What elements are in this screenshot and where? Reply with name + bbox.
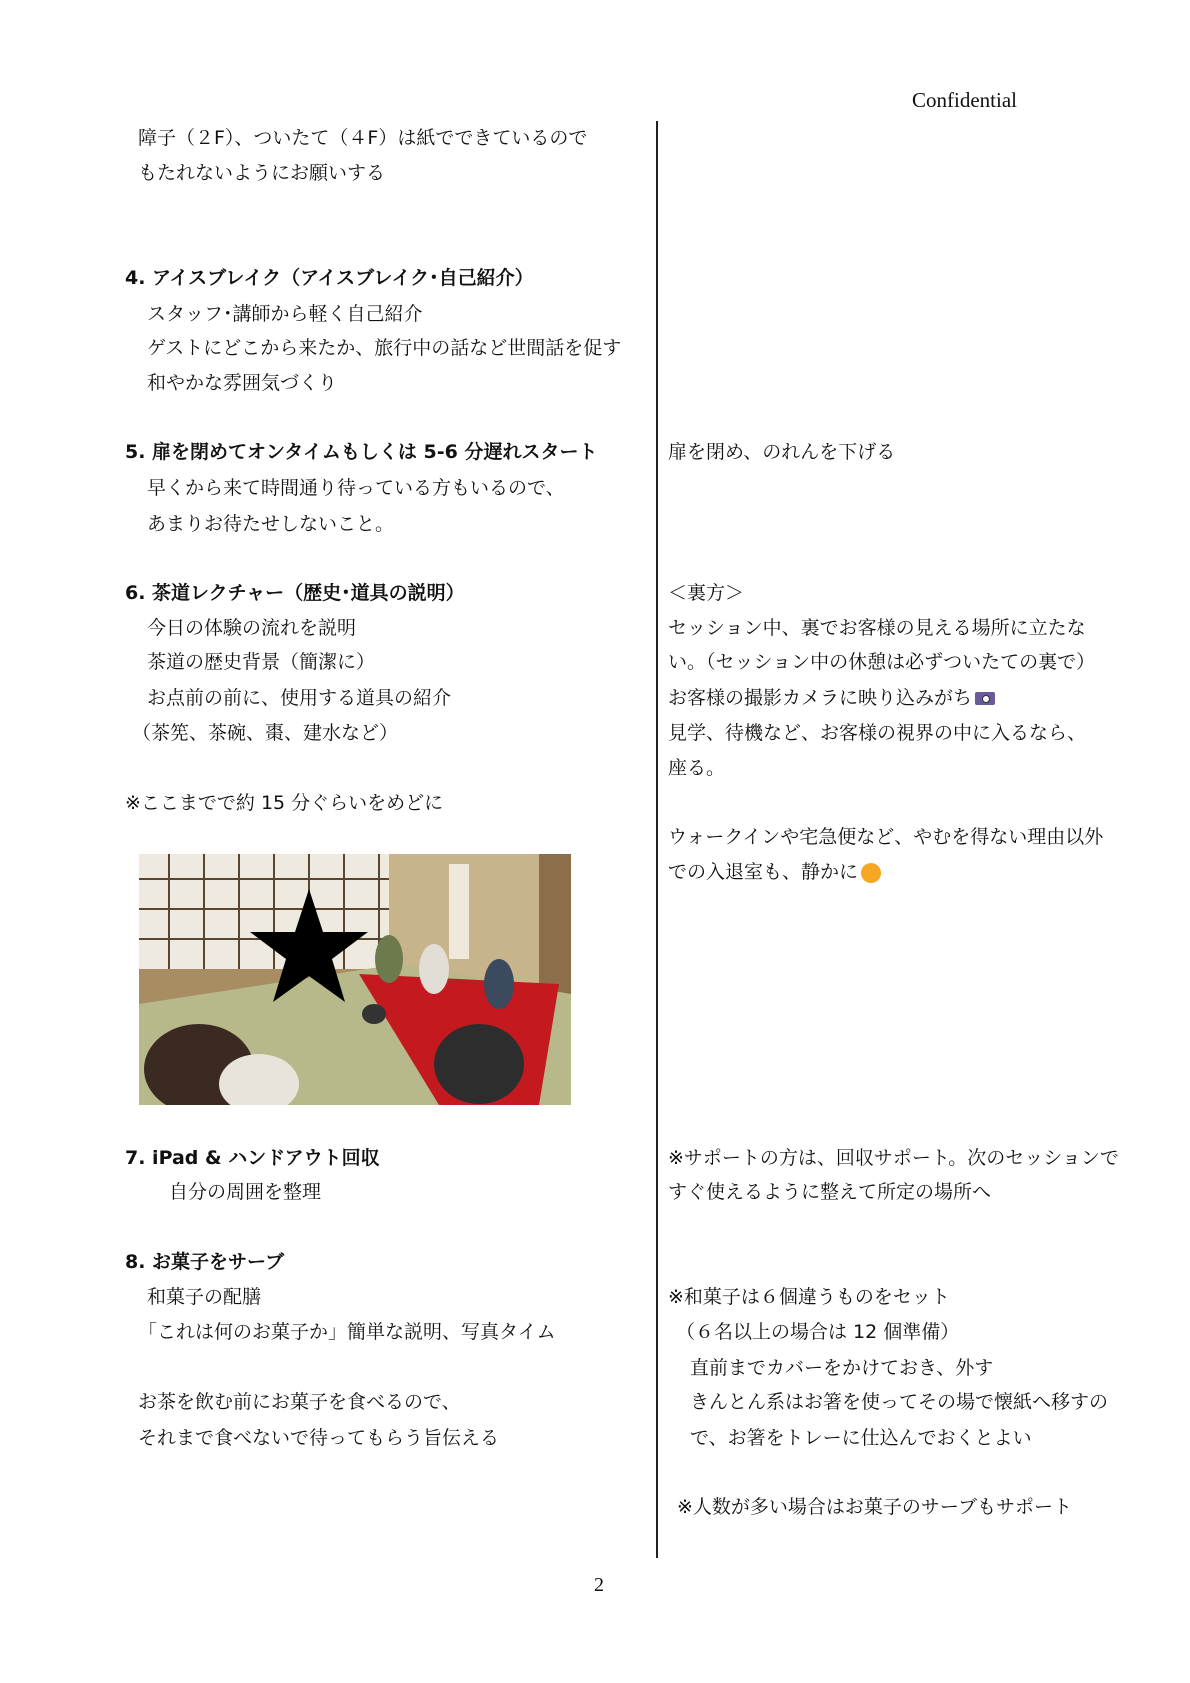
- confidential-label: Confidential: [912, 88, 1017, 112]
- section-6-heading: 6. 茶道レクチャー（歴史･道具の説明）: [125, 582, 465, 604]
- section-4-line: スタッフ･講師から軽く自己紹介: [147, 303, 423, 325]
- section-8-note: 直前までカバーをかけておき、外す: [690, 1357, 994, 1379]
- section-8-line: 和菓子の配膳: [147, 1286, 262, 1308]
- camera-icon: [975, 692, 995, 705]
- section-6-line: 今日の体験の流れを説明: [147, 617, 357, 639]
- page-number: 2: [594, 1574, 604, 1596]
- backstage-line: ウォークインや宅急便など、やむを得ない理由以外: [668, 826, 1104, 848]
- section-5-line: あまりお待たせしないこと。: [147, 513, 395, 535]
- section-5-note: 扉を閉め、のれんを下げる: [668, 441, 896, 463]
- section-5-heading: 5. 扉を閉めてオンタイムもしくは 5-6 分遅れスタート: [125, 441, 598, 463]
- column-divider: [656, 121, 658, 1558]
- backstage-heading: ＜裏方＞: [668, 582, 745, 604]
- section-6-line: 茶道の歴史背景（簡潔に）: [147, 651, 376, 673]
- tea-ceremony-photo: [139, 854, 571, 1105]
- shushing-face-icon: [861, 863, 881, 883]
- section-6-line: （茶筅、茶碗、棗、建水など）: [132, 722, 399, 744]
- section-5-line: 早くから来て時間通り待っている方もいるので、: [147, 477, 565, 499]
- backstage-line: での入退室も、静かに: [668, 855, 881, 889]
- section-4-line: 和やかな雰囲気づくり: [147, 372, 338, 394]
- section-8-note: ※人数が多い場合はお菓子のサーブもサポート: [677, 1496, 1072, 1518]
- section-8-line: それまで食べないで待ってもらう旨伝える: [138, 1427, 500, 1449]
- backstage-line: 見学、待機など、お客様の視界の中に入るなら、: [668, 722, 1087, 744]
- section-7-heading: 7. iPad & ハンドアウト回収: [125, 1147, 380, 1169]
- backstage-line: セッション中、裏でお客様の見える場所に立たな: [668, 617, 1086, 639]
- section-4-line: ゲストにどこから来たか、旅行中の話など世間話を促す: [147, 337, 622, 359]
- section-8-line: 「これは何のお菓子か」簡単な説明、写真タイム: [138, 1321, 556, 1343]
- section-4-heading: 4. アイスブレイク（アイスブレイク･自己紹介）: [125, 267, 534, 289]
- section-8-note: ※和菓子は６個違うものをセット: [668, 1286, 950, 1308]
- section-8-heading: 8. お菓子をサーブ: [125, 1251, 285, 1273]
- backstage-line: い。（セッション中の休憩は必ずついたての裏で）: [668, 651, 1096, 673]
- section-7-note: ※サポートの方は、回収サポート。次のセッションで: [668, 1147, 1119, 1169]
- intro-line: もたれないようにお願いする: [138, 162, 386, 184]
- section-8-note: で、お箸をトレーに仕込んでおくとよい: [690, 1427, 1032, 1449]
- section-7-note: すぐ使えるように整えて所定の場所へ: [668, 1181, 992, 1203]
- section-6-line: お点前の前に、使用する道具の紹介: [147, 687, 452, 709]
- intro-line: 障子（２F）、ついたて（４F）は紙でできているので: [138, 127, 588, 149]
- backstage-line: 座る。: [668, 757, 726, 779]
- section-6-time-note: ※ここまでで約 15 分ぐらいをめどに: [125, 792, 444, 814]
- section-7-line: 自分の周囲を整理: [169, 1181, 322, 1203]
- section-8-line: お茶を飲む前にお菓子を食べるので、: [138, 1391, 461, 1413]
- section-8-note: （６名以上の場合は 12 個準備）: [676, 1321, 960, 1343]
- section-8-note: きんとん系はお箸を使ってその場で懐紙へ移すの: [690, 1391, 1109, 1413]
- backstage-line: お客様の撮影カメラに映り込みがち: [668, 681, 995, 715]
